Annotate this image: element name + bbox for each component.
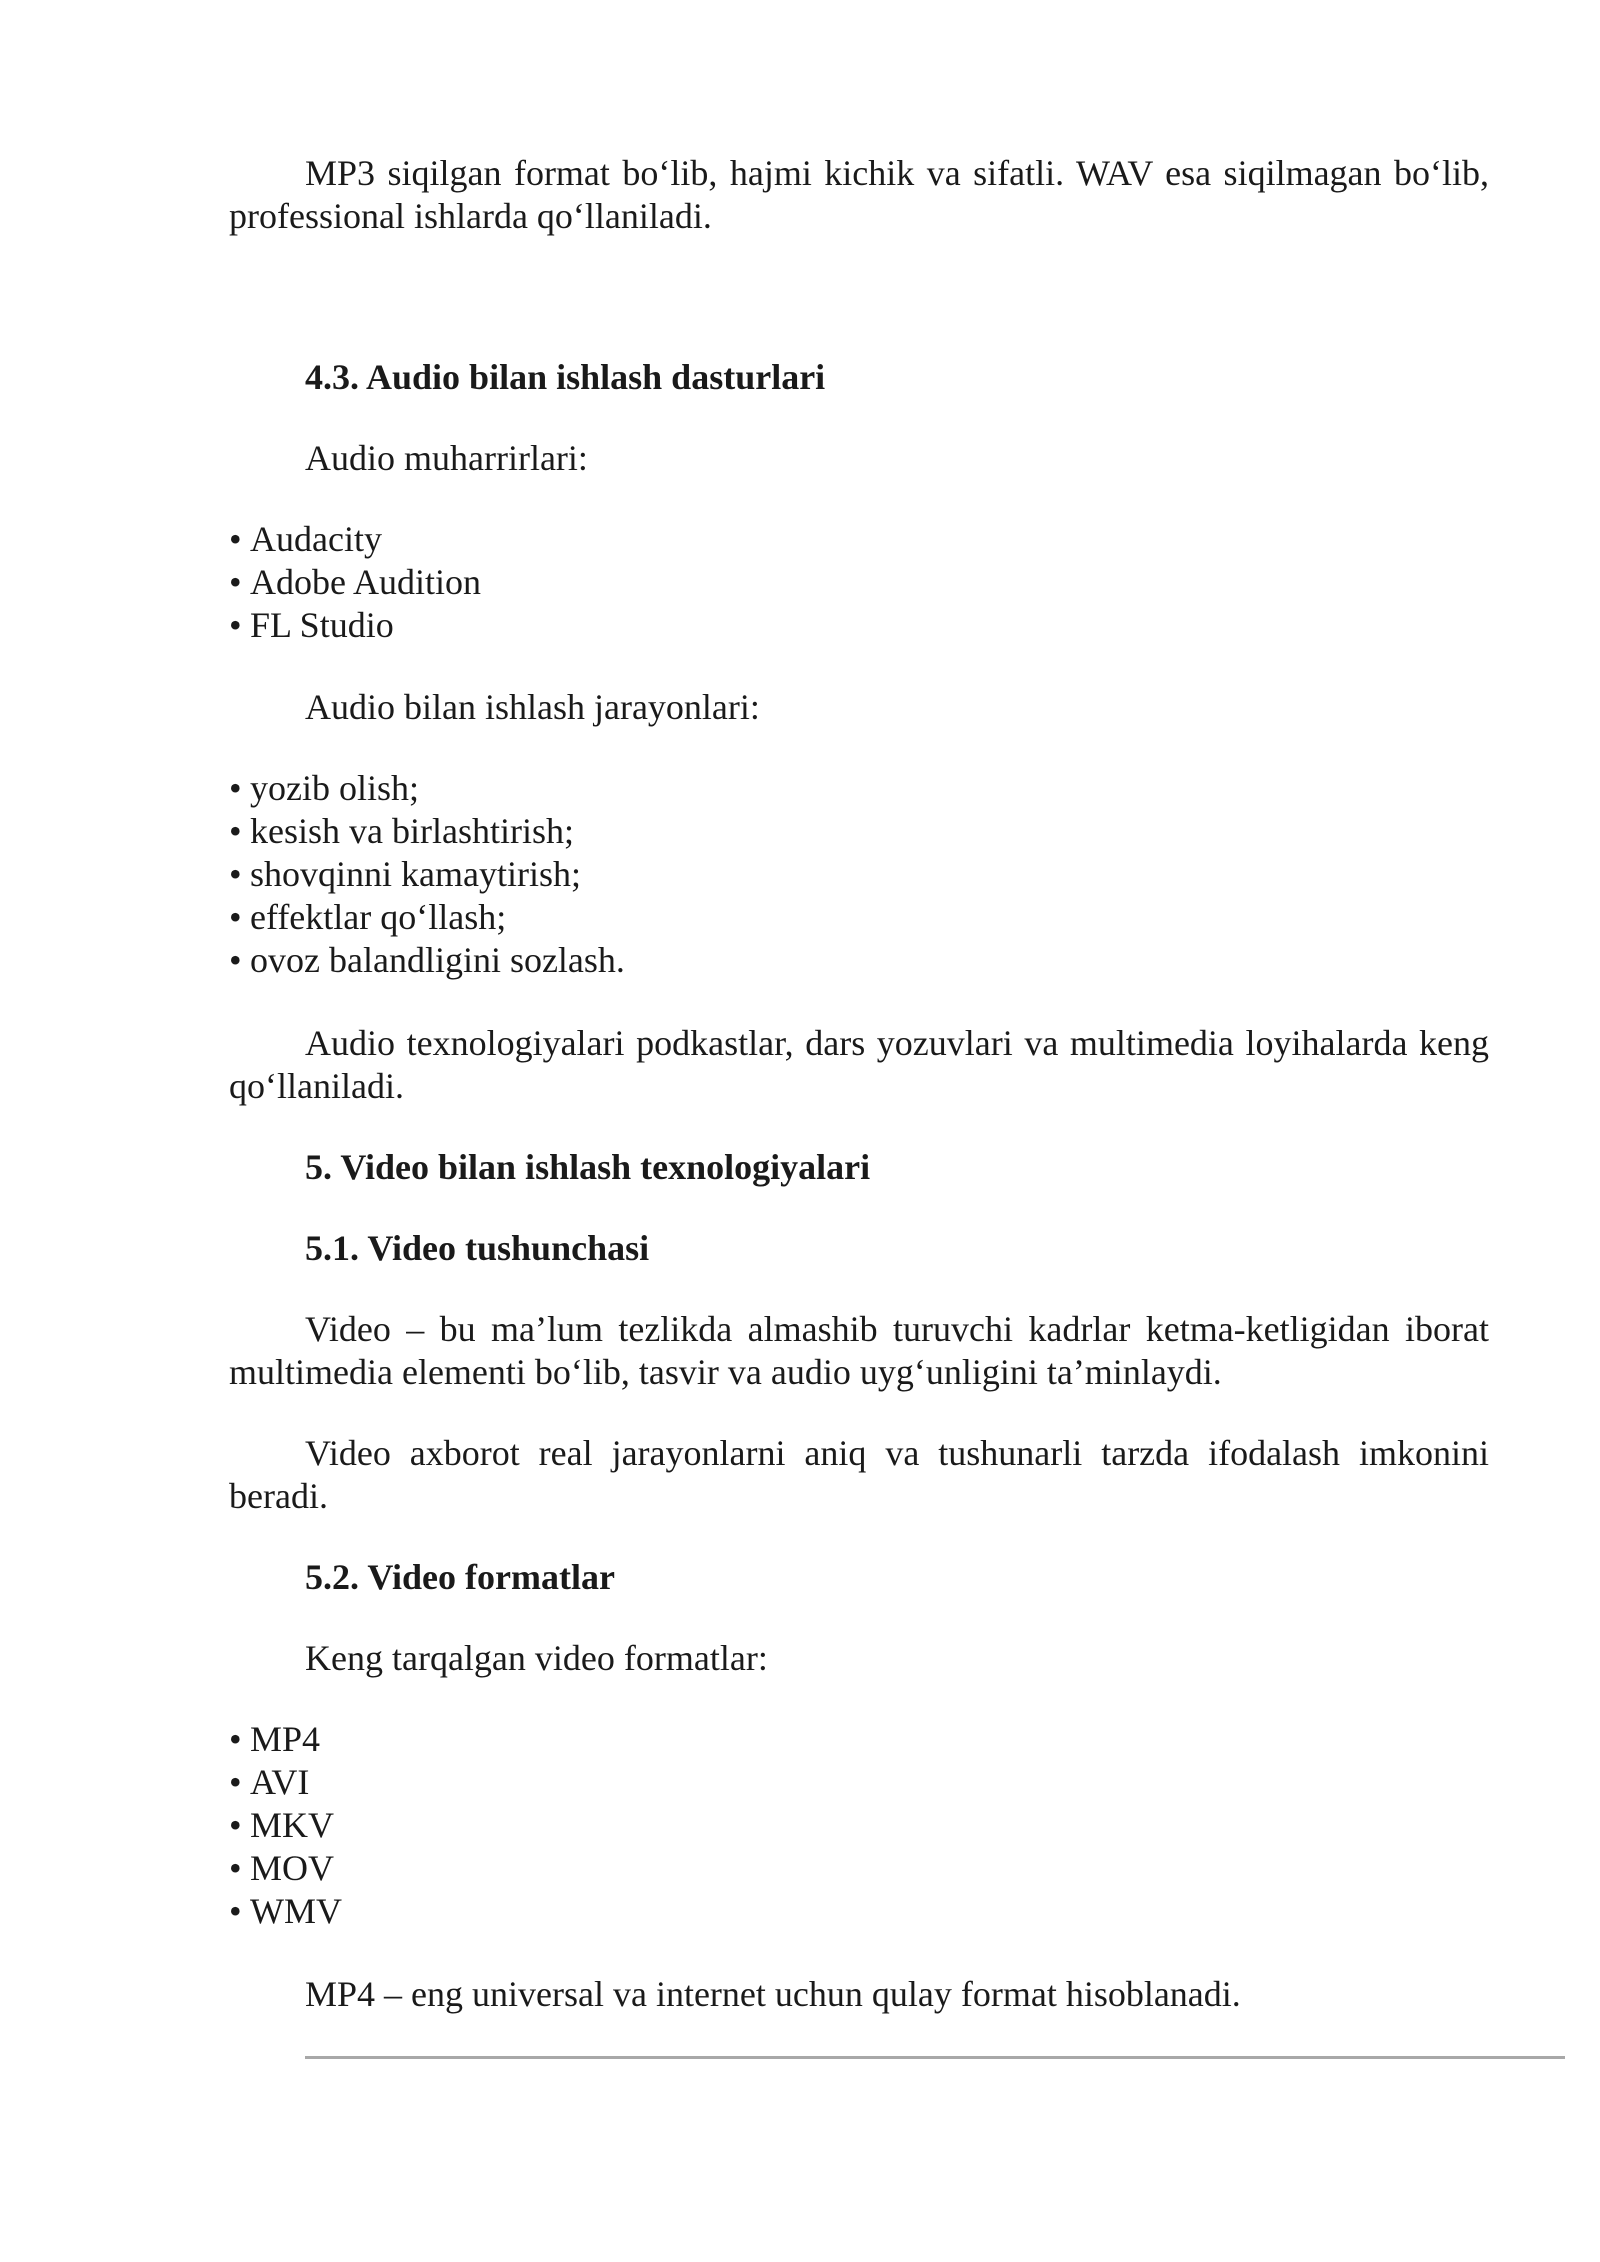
bullet-icon: • bbox=[229, 1762, 242, 1802]
list-item bbox=[229, 767, 1489, 810]
bullet-icon: • bbox=[229, 519, 242, 559]
list-item bbox=[229, 939, 1489, 982]
video-formats-list bbox=[229, 1718, 1489, 1933]
paragraph-mp3-wav: MP3 siqilgan format bo‘lib, hajmi kichik va sifatli. WAV esa siqilmagan bo‘lib, professional ishlarda qo‘llaniladi. bbox=[229, 153, 1489, 236]
bullet-icon: • bbox=[229, 897, 242, 937]
list-item bbox=[229, 810, 1489, 853]
list-item bbox=[229, 1804, 1489, 1847]
paragraph-mp4: MP4 – eng universal va internet uchun qulay format hisoblanadi. bbox=[305, 1974, 1241, 2014]
heading-5-1: 5.1. Video tushunchasi bbox=[305, 1228, 650, 1268]
bullet-icon: • bbox=[229, 1848, 242, 1888]
list-item bbox=[229, 604, 1489, 647]
list-item-text: FL Studio bbox=[250, 605, 394, 645]
bullet-icon: • bbox=[229, 605, 242, 645]
bullet-icon: • bbox=[229, 854, 242, 894]
heading-4-3: 4.3. Audio bilan ishlash dasturlari bbox=[305, 357, 826, 397]
list-item-text: kesish va birlashtirish; bbox=[250, 811, 574, 851]
list-item bbox=[229, 1847, 1489, 1890]
bullet-icon: • bbox=[229, 562, 242, 602]
list-item-text: yozib olish; bbox=[250, 768, 419, 808]
list-item-text: WMV bbox=[250, 1891, 342, 1931]
list-item-text: shovqinni kamaytirish; bbox=[250, 854, 581, 894]
list-item-text: Adobe Audition bbox=[250, 562, 481, 602]
list-item bbox=[229, 896, 1489, 939]
audio-processes-label: Audio bilan ishlash jarayonlari: bbox=[305, 687, 760, 727]
heading-5: 5. Video bilan ishlash texnologiyalari bbox=[305, 1147, 871, 1187]
bullet-icon: • bbox=[229, 1719, 242, 1759]
audio-processes-list bbox=[229, 767, 1489, 982]
list-item-text: effektlar qo‘llash; bbox=[250, 897, 507, 937]
list-item-text: AVI bbox=[250, 1762, 310, 1802]
list-item-text: Audacity bbox=[250, 519, 382, 559]
paragraph-video-definition: Video – bu ma’lum tezlikda almashib turuvchi kadrlar ketma-ketligidan iborat multimedia elementi bo‘lib, tasvir va audio uyg‘unligini ta’minlaydi. bbox=[229, 1309, 1489, 1392]
list-item-text: MP4 bbox=[250, 1719, 321, 1759]
heading-5-2: 5.2. Video formatlar bbox=[305, 1557, 615, 1597]
paragraph-audio-usage: Audio texnologiyalari podkastlar, dars yozuvlari va multimedia loyihalarda keng qo‘llaniladi. bbox=[229, 1023, 1489, 1106]
bullet-icon: • bbox=[229, 768, 242, 808]
list-item bbox=[229, 518, 1489, 561]
bullet-icon: • bbox=[229, 940, 242, 980]
bullet-icon: • bbox=[229, 811, 242, 851]
paragraph-video-info: Video axborot real jarayonlarni aniq va tushunarli tarzda ifodalash imkonini beradi. bbox=[229, 1433, 1489, 1516]
list-item bbox=[229, 1890, 1489, 1933]
audio-editors-list bbox=[229, 518, 1489, 647]
list-item bbox=[229, 1718, 1489, 1761]
list-item bbox=[229, 1761, 1489, 1804]
list-item-text: ovoz balandligini sozlash. bbox=[250, 940, 625, 980]
list-item bbox=[229, 561, 1489, 604]
audio-editors-label: Audio muharrirlari: bbox=[305, 438, 588, 478]
list-item-text: MKV bbox=[250, 1805, 335, 1845]
bullet-icon: • bbox=[229, 1805, 242, 1845]
bullet-icon: • bbox=[229, 1891, 242, 1931]
list-item bbox=[229, 853, 1489, 896]
list-item-text: MOV bbox=[250, 1848, 335, 1888]
video-formats-label: Keng tarqalgan video formatlar: bbox=[305, 1638, 768, 1678]
horizontal-rule bbox=[305, 2056, 1565, 2059]
